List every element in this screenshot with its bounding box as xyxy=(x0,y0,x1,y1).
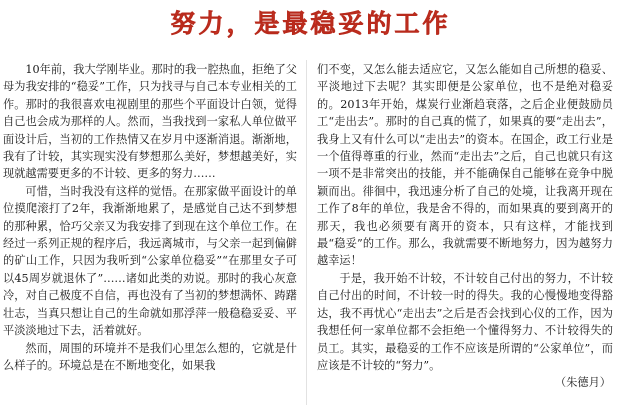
article-left-column xyxy=(3,61,297,374)
paragraph-2: 可惜，当时我没有这样的觉悟。在那家做平面设计的单位摸爬滚打了2年，我渐渐地累了，是感觉自己达不到梦想的那种累，恰巧父亲又为我安排了到现在这个单位工作。在经过一系列正规的程序后，我远离城市，与父亲一起到偏僻的矿山工作，只因为我听到“公家单位稳妥”“在那里女子可以45周岁就退休了”……诸如此类的劝说。那时的我心灰意冷，对自己极度不自信，再也没有了当初的梦想满怀、踌躇壮志，当真只想让自己的生命就如那浮萍一般稳稳妥妥、平平淡淡地过下去，活着就好。 xyxy=(3,184,297,338)
column-divider xyxy=(306,60,307,405)
article-title: 努力，是最稳妥的工作 xyxy=(170,9,451,38)
article-right-column xyxy=(317,61,613,392)
paragraph-1: 10年前，我大学刚毕业。那时的我一腔热血，拒绝了父母为我安排的“稳妥”工作，只为找寻与自己本专业相关的工作。那时的我很喜欢电视剧里的那些个平面设计白领，觉得自己也会成为那样的人。然而，当我找到一家私人单位做平面设计后，当初的工作热情又在岁月中逐渐消退。渐渐地，我有了计较，其实现实没有梦想那么美好，梦想越美好，实现就越需要更多的不计较、更多的努力…… xyxy=(3,63,297,181)
paragraph-4: 于是，我开始不计较，不计较自己付出的努力，不计较自己付出的时间，不计较一时的得失。我的心慢慢地变得豁达，我不再忧心“走出去”之后是否会找到心仪的工作，因为我想任何一家单位都不会拒绝一个懂得努力、不计较得失的员工。其实，最稳妥的工作不应该是所谓的“公家单位”，而应该是不计较的“努力”。 xyxy=(317,271,613,372)
author-byline: （朱德月） xyxy=(555,376,611,390)
paragraph-3: 然而，周围的环境并不是我们心里怎么想的，它就是什么样子的。环境总是在不断地变化，如果我 xyxy=(3,341,297,372)
paragraph-3-continued: 们不变，又怎么能去适应它，又怎么能如自己所想的稳妥、平淡地过下去呢？其实即便是公家单位，也不是绝对稳妥的。2013年开始，煤炭行业渐趋衰落，之后企业便鼓励员工“走出去”。那时的自己真的慌了，如果真的要“走出去”，我身上又有什么可以“走出去”的资本。在国企，政工行业是一个值得尊重的行业，然而“走出去”之后，自己也就只有这一项不是非常突出的技能，并不能确保自己能够在竞争中脱颖而出。徘徊中，我迅速分析了自己的处境，让我离开现在工作了8年的单位，我是舍不得的，而如果真的要到离开的那天，我也必须要有离开的资本，只有这样，才能找到最“稳妥”的工作。那么，我就需要不断地努力，因为越努力越幸运！ xyxy=(317,63,613,268)
